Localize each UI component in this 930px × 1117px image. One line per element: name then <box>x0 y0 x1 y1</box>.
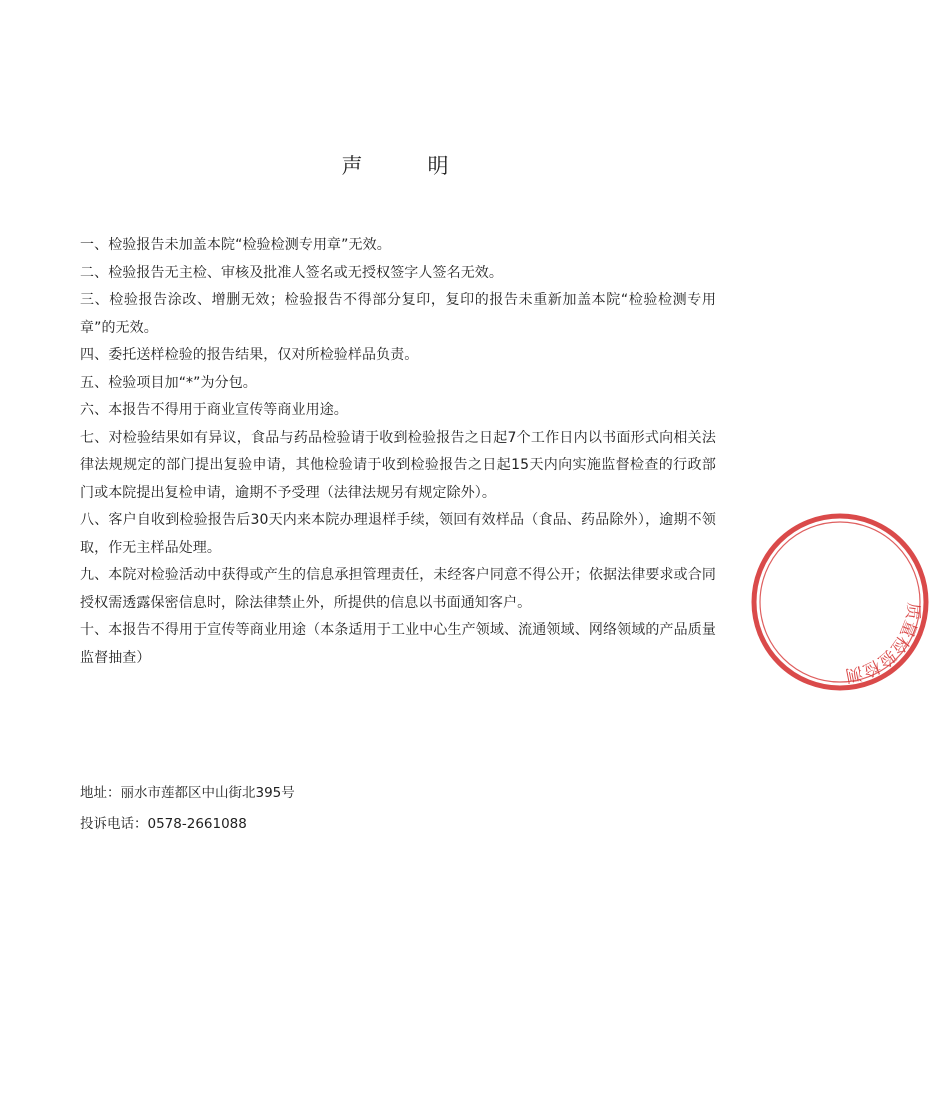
clause-1: 一、检验报告未加盖本院“检验检测专用章”无效。 <box>80 237 391 253</box>
contact-info <box>80 778 480 840</box>
seal-lettering: 质量检验检测 <box>843 601 924 686</box>
clause-5: 五、检验项目加“*”为分包。 <box>80 374 257 391</box>
clause-7: 七、对检验结果如有异议，食品与药品检验请于收到检验报告之日起7个工作日内以书面形式向相关法律法规规定的部门提出复验申请，其他检验请于收到检验报告之日起15天内向实施监督检查的行政部门或本院提出复检申请，逾期不予受理（法律法规另有规定除外）。 <box>80 429 716 501</box>
statement-clauses <box>80 232 716 672</box>
seal-ring-outer <box>754 516 926 688</box>
clause-6: 六、本报告不得用于商业宣传等商业用途。 <box>80 402 348 418</box>
clause-8: 八、客户自收到检验报告后30天内来本院办理退样手续，领回有效样品（食品、药品除外），逾期不领取，作无主样品处理。 <box>80 512 716 556</box>
clause-3: 三、检验报告涂改、增删无效；检验报告不得部分复印，复印的报告未重新加盖本院“检验检测专用章”的无效。 <box>80 292 716 336</box>
clause-10: 十、本报告不得用于宣传等商业用途（本条适用于工业中心生产领域、流通领域、网络领域的产品质量监督抽查） <box>80 622 716 666</box>
address-line: 地址：丽水市莲都区中山街北395号 <box>80 785 295 801</box>
clause-2: 二、检验报告无主检、审核及批准人签名或无授权签字人签名无效。 <box>80 264 503 281</box>
page-title: 声 明 <box>341 154 471 178</box>
clause-4: 四、委托送样检验的报告结果，仅对所检验样品负责。 <box>80 347 419 363</box>
official-seal-stamp <box>750 512 930 692</box>
complaint-phone-line: 投诉电话：0578-2661088 <box>80 816 247 832</box>
clause-9: 九、本院对检验活动中获得或产生的信息承担管理责任，未经客户同意不得公开；依据法律要求或合同授权需透露保密信息时，除法律禁止外，所提供的信息以书面通知客户。 <box>80 567 716 611</box>
